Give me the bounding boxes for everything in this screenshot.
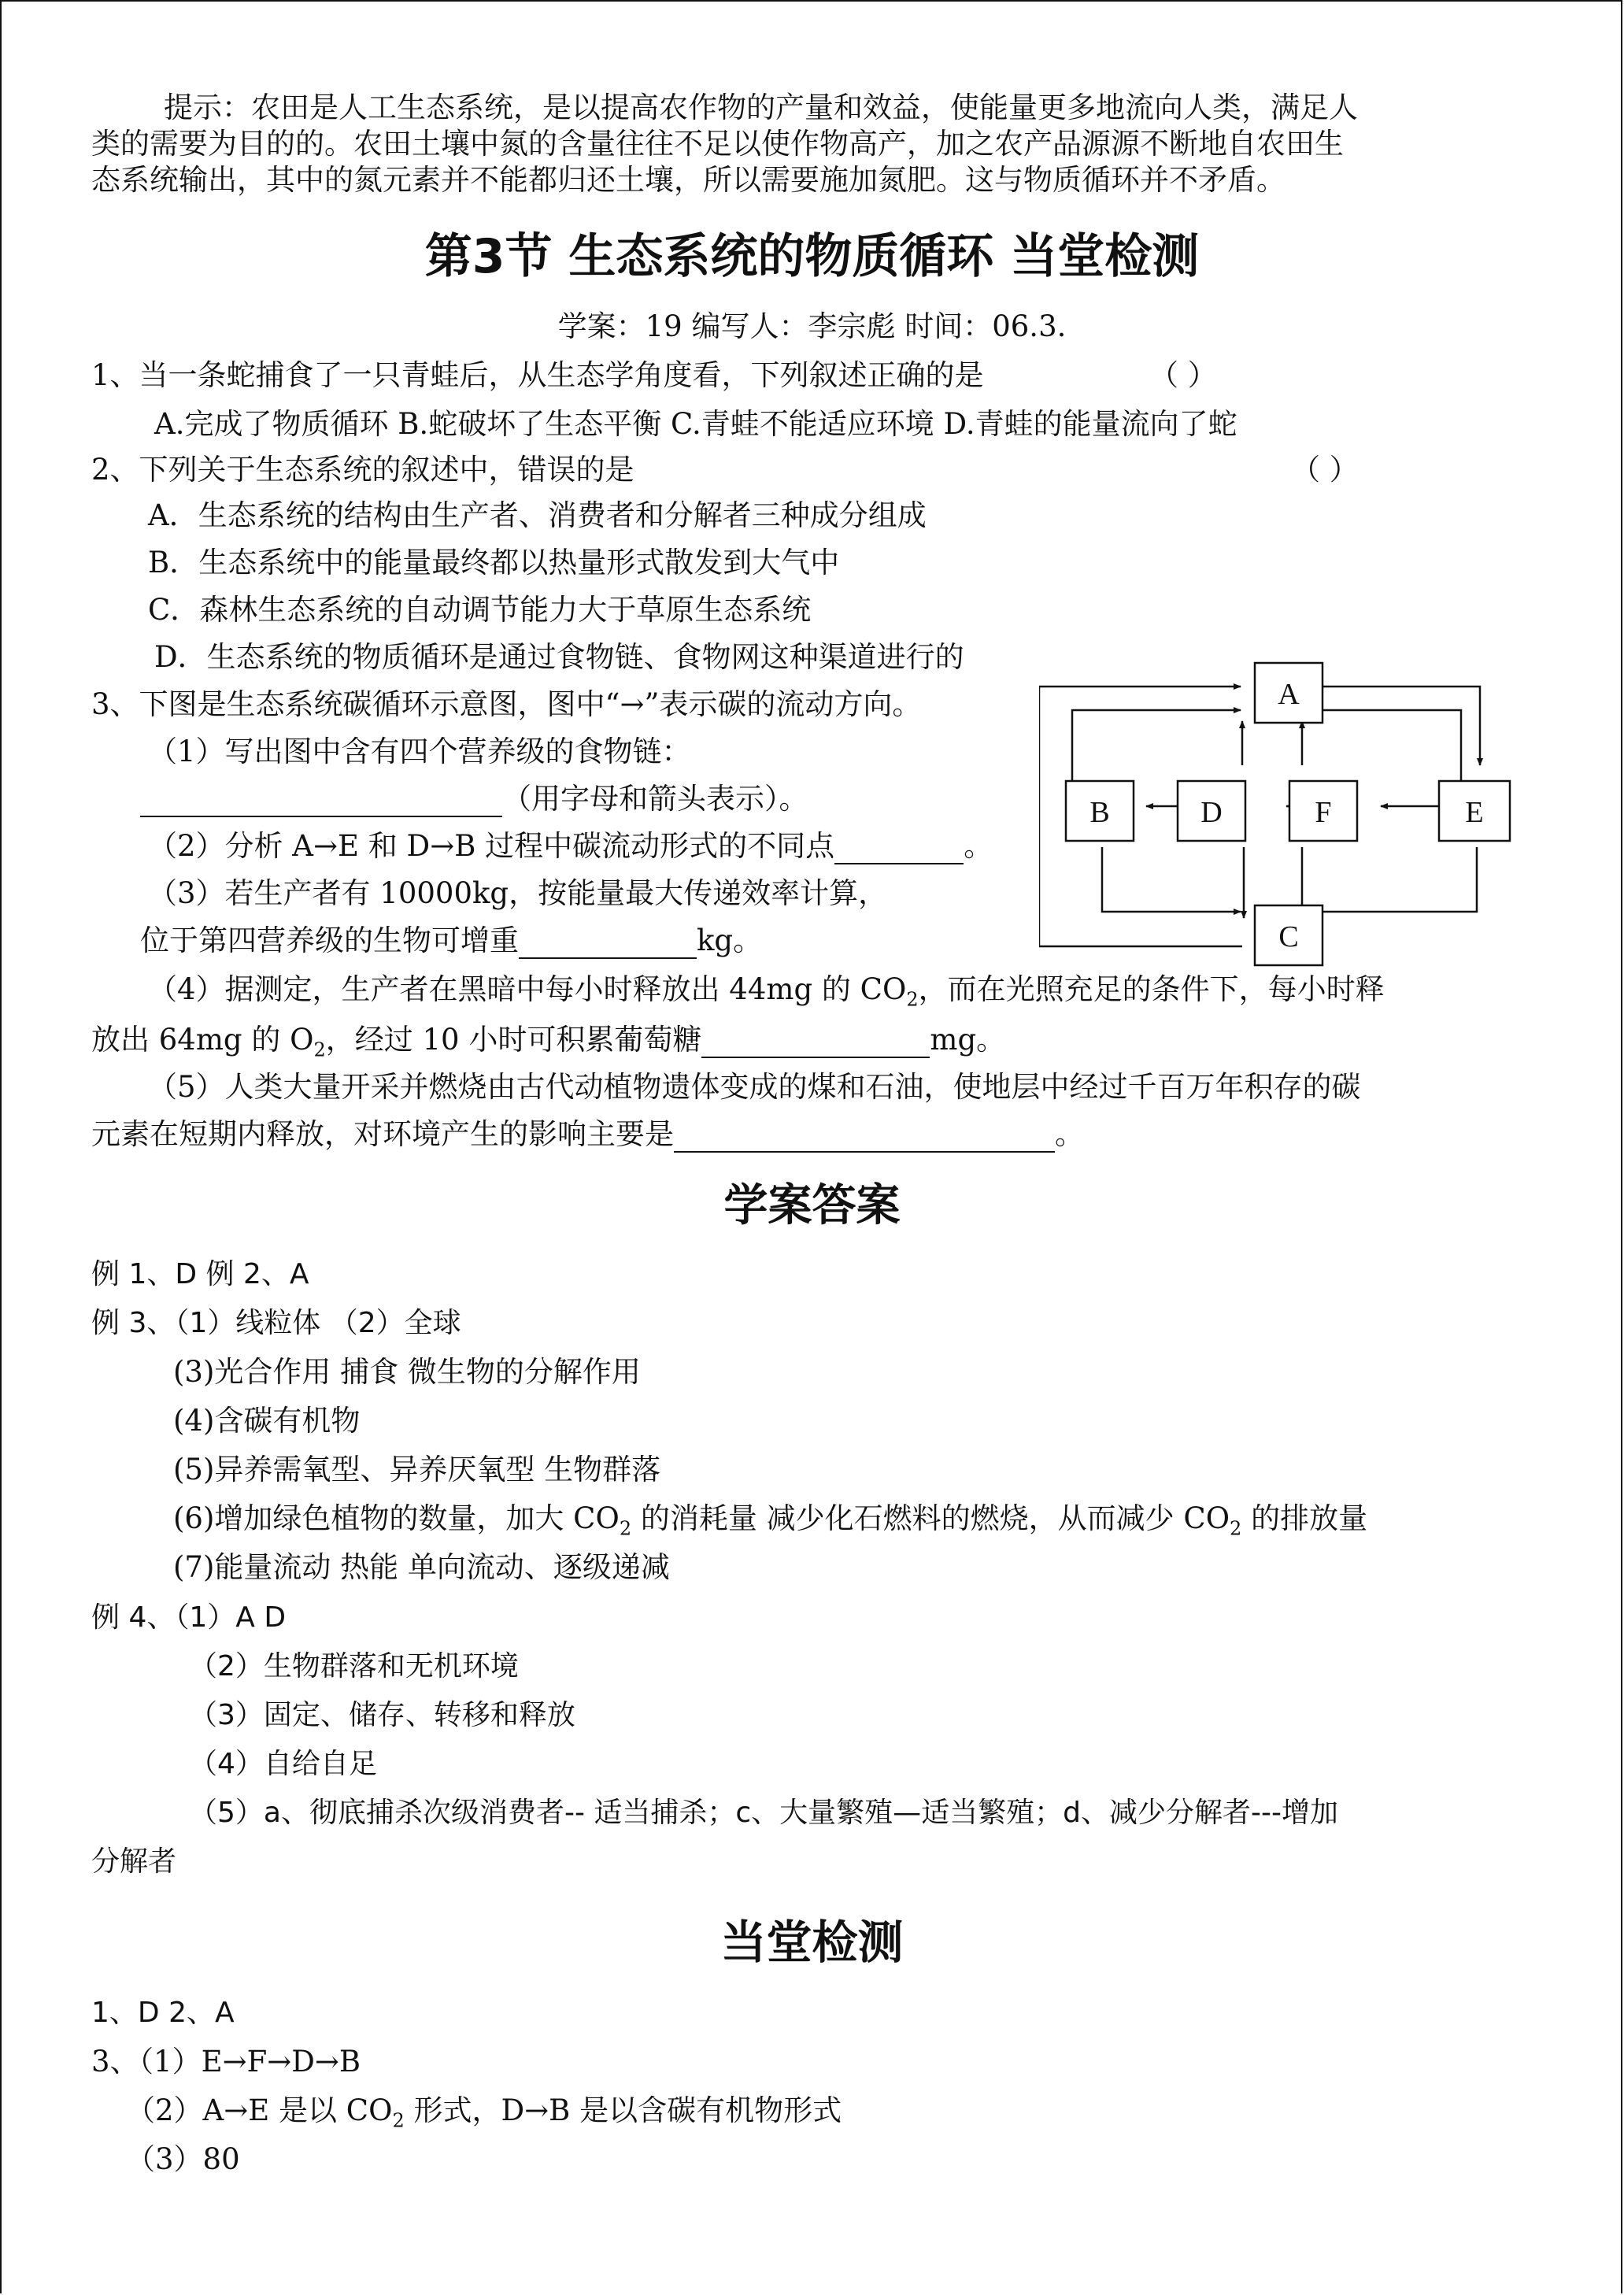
- q1-answer-paren: （ ）: [1149, 358, 1217, 392]
- answer-line-3: (3)光合作用 捕食 微生物的分解作用: [173, 1355, 641, 1389]
- co2-subscript: 2: [906, 988, 919, 1011]
- answer-line-1: 例 1、D 例 2、A: [91, 1258, 309, 1290]
- answer-line-7: (7)能量流动 热能 单向流动、逐级递减: [173, 1550, 670, 1584]
- q2-stem: 2、下列关于生态系统的叙述中，错误的是: [91, 453, 634, 487]
- q3-part2-text: （2）分析 A→E 和 D→B 过程中碳流动形式的不同点: [148, 829, 835, 863]
- q3-part2-blank[interactable]: [834, 836, 964, 864]
- check-line-3-part2: 形式，D→B 是以含碳有机物形式: [404, 2093, 842, 2127]
- answer-co2-subscript-1: 2: [619, 1517, 632, 1540]
- q2-answer-paren: （ ）: [1291, 453, 1359, 487]
- q3-part3-line1: （3）若生产者有 10000kg，按能量最大传递效率计算，: [148, 876, 888, 910]
- check-title: 当堂检测: [720, 1916, 904, 1969]
- node-e-label: E: [1465, 796, 1484, 829]
- q3-part3-unit: kg。: [697, 924, 763, 957]
- q3-part5-end: 。: [1055, 1117, 1084, 1151]
- check-line-3: [126, 2093, 842, 2132]
- answer-line-13: 分解者: [91, 1845, 177, 1878]
- q3-part4-text1: （4）据测定，生产者在黑暗中每小时释放出 44mg 的 CO: [148, 972, 907, 1006]
- q3-part4-line1: [148, 972, 1385, 1011]
- answer-line-11: （4）自给自足: [189, 1748, 377, 1780]
- q2-option-c: C．森林生态系统的自动调节能力大于草原生态系统: [148, 593, 812, 627]
- q3-part5-text: 元素在短期内释放，对环境产生的影响主要是: [91, 1117, 674, 1151]
- q3-part4-text4: ，经过 10 小时可积累葡萄糖: [325, 1023, 702, 1057]
- q2-option-a: A．生态系统的结构由生产者、消费者和分解者三种成分组成: [148, 498, 927, 532]
- node-f-label: F: [1315, 796, 1332, 829]
- q2-option-d: D．生态系统的物质循环是通过食物链、食物网这种渠道进行的: [154, 640, 964, 674]
- q1-options: A.完成了物质循环 B.蛇破坏了生态平衡 C.青蛙不能适应环境 D.青蛙的能量流向了蛇: [154, 407, 1237, 441]
- q3-part4-text3: 放出 64mg 的 O: [91, 1023, 314, 1057]
- answer-co2-subscript-2: 2: [1230, 1517, 1242, 1540]
- answer-line-2: 例 3、（1）线粒体 （2）全球: [91, 1307, 461, 1339]
- answer-line-12: （5）a、彻底捕杀次级消费者-- 适当捕杀；c、大量繁殖—适当繁殖；d、减少分解者---增加: [189, 1797, 1339, 1829]
- main-title: 第3节 生态系统的物质循环 当堂检测: [424, 229, 1200, 284]
- q3-stem: 3、下图是生态系统碳循环示意图，图中“→”表示碳的流动方向。: [91, 687, 922, 721]
- hint-line-3: 态系统输出，其中的氮元素并不能都归还土壤，所以需要施加氮肥。这与物质循环并不矛盾。: [91, 163, 1286, 197]
- arrow-b-to-c: [1102, 847, 1241, 912]
- q3-part1-note: （用字母和箭头表示）。: [502, 782, 808, 816]
- answer-line-6-part3: 的排放量: [1241, 1501, 1368, 1535]
- node-c-label: C: [1278, 920, 1299, 953]
- meta-info: 学案：19 编写人：李宗彪 时间：06.3.: [557, 309, 1067, 343]
- check-line-1: 1、D 2、A: [91, 1997, 235, 2029]
- answer-line-5: (5)异养需氧型、异养厌氧型 生物群落: [173, 1453, 661, 1486]
- arrow-b-to-a: [1072, 710, 1241, 781]
- node-b-label: B: [1089, 796, 1110, 829]
- answer-line-6-part2: 的消耗量 减少化石燃料的燃烧，从而减少 CO: [631, 1501, 1230, 1535]
- q3-part4-blank[interactable]: [701, 1030, 930, 1058]
- q3-part4-text2: ，而在光照充足的条件下，每小时释: [918, 972, 1385, 1006]
- answer-line-8: 例 4、（1）A D: [91, 1601, 287, 1634]
- q3-part5-line1: （5）人类大量开采并燃烧由古代动植物遗体变成的煤和石油，使地层中经过千百万年积存的碳: [148, 1070, 1361, 1104]
- q3-part3-blank[interactable]: [519, 931, 697, 959]
- answer-line-6: [173, 1501, 1368, 1540]
- check-line-2: 3、（1）E→F→D→B: [91, 2045, 361, 2078]
- q3-part1-answer: [140, 781, 808, 817]
- answer-line-6-part1: (6)增加绿色植物的数量，加大 CO: [173, 1501, 620, 1535]
- node-d-label: D: [1200, 796, 1223, 829]
- q3-part5-blank[interactable]: [674, 1124, 1055, 1153]
- q3-part1-blank[interactable]: [140, 789, 502, 817]
- q3-part3-text: 位于第四营养级的生物可增重: [140, 924, 519, 957]
- q3-part3-line2: [140, 923, 762, 959]
- q3-part2: [148, 828, 993, 864]
- q2-option-b: B．生态系统中的能量最终都以热量形式散发到大气中: [148, 546, 840, 579]
- answer-line-9: （2）生物群落和无机环境: [189, 1650, 519, 1682]
- q3-part4-line2: [91, 1022, 1006, 1061]
- check-line-4: （3）80: [126, 2142, 240, 2176]
- check-line-3-part1: （2）A→E 是以 CO: [126, 2093, 393, 2127]
- o2-subscript: 2: [313, 1038, 326, 1061]
- arrow-e-to-c: [1311, 847, 1477, 912]
- check-co2-subscript: 2: [392, 2109, 405, 2132]
- node-a-label: A: [1278, 678, 1300, 711]
- answer-line-10: （3）固定、储存、转移和释放: [189, 1699, 575, 1731]
- q3-part2-end: 。: [964, 829, 993, 863]
- q1-stem: 1、当一条蛇捕食了一只青蛙后，从生态学角度看，下列叙述正确的是: [91, 358, 984, 392]
- q3-part4-unit: mg。: [930, 1023, 1006, 1057]
- carbon-cycle-diagram: [1039, 655, 1543, 970]
- answers-title: 学案答案: [723, 1180, 901, 1231]
- hint-line-1: 提示：农田是人工生态系统，是以提高农作物的产量和效益，使能量更多地流向人类，满足人: [164, 91, 1358, 124]
- q3-part5-line2: [91, 1116, 1084, 1153]
- hint-line-2: 类的需要为目的的。农田土壤中氮的含量往往不足以使作物高产，加之农产品源源不断地自农田生: [91, 127, 1344, 161]
- q3-part1: （1）写出图中含有四个营养级的食物链：: [148, 735, 691, 768]
- answer-line-4: (4)含碳有机物: [173, 1404, 361, 1438]
